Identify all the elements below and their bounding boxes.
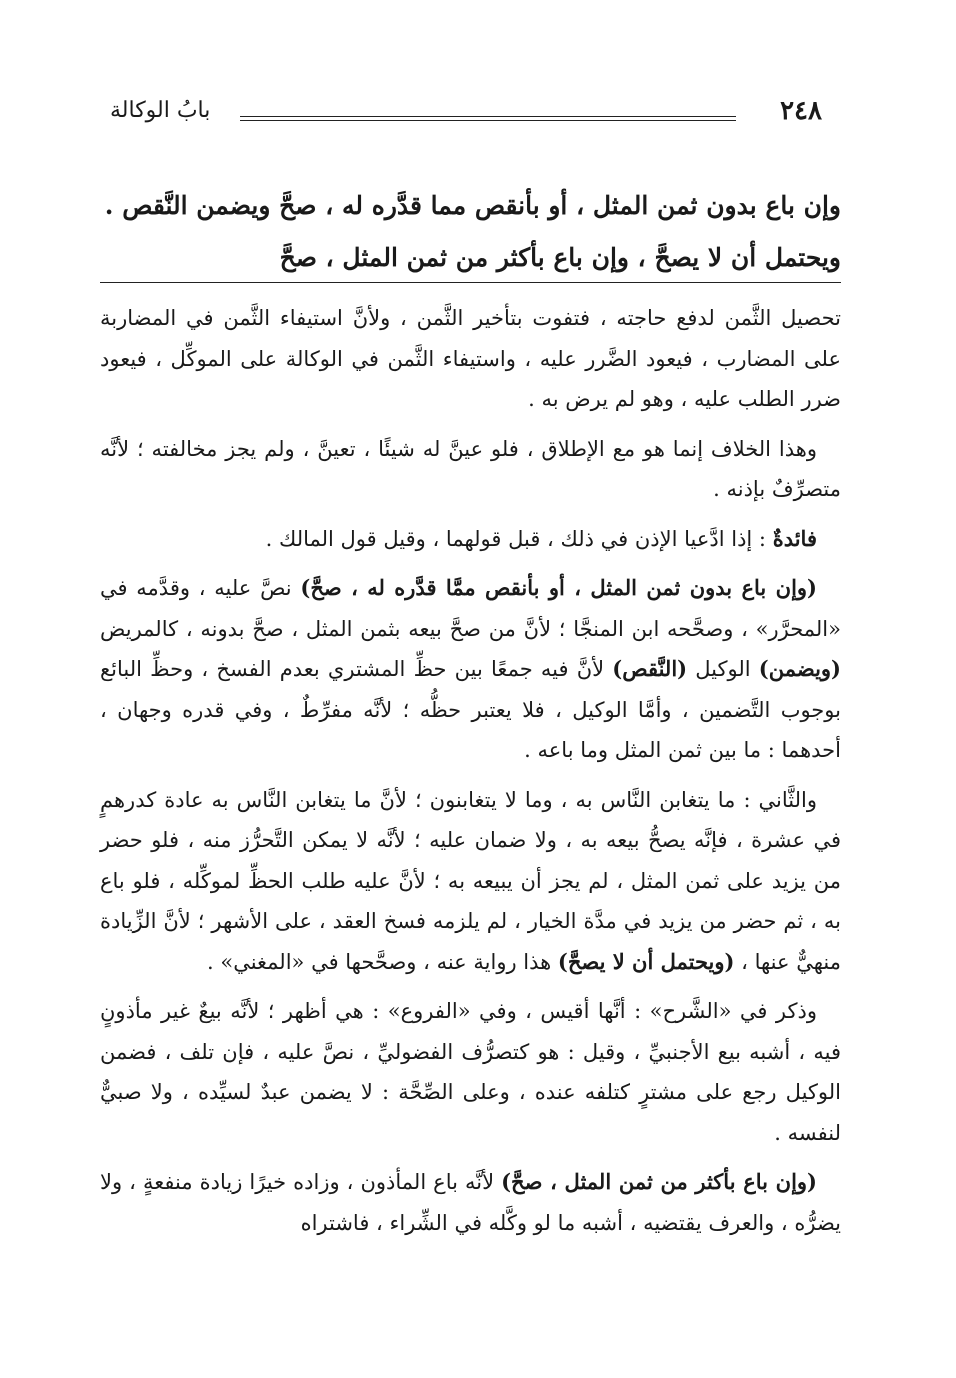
paragraph-text: الوكيل [687, 657, 759, 681]
main-text [100, 180, 841, 284]
commentary [100, 298, 841, 1252]
page-header [100, 96, 856, 136]
paragraph-2: وهذا الخلاف إنما هو مع الإطلاق ، فلو عينَّ له شيئًا ، تعينَّ ، ولم يجز مخالفته ؛ لأنَّه متصرِّفٌ بإذنه . [100, 436, 841, 501]
quoted-matn: (ويضمن) [758, 656, 841, 681]
header-rule [240, 116, 736, 121]
quoted-matn: (وإن باع بدون ثمن المثل ، أو بأنقص ممَّا قدَّره له ، صحَّ) [300, 575, 817, 600]
chapter-title: بابُ الوكالة [110, 98, 211, 123]
paragraph-3 [100, 519, 841, 560]
paragraph-7 [100, 1162, 841, 1243]
quoted-matn: (ويحتمل أن لا يصحَّ) [557, 948, 735, 974]
main-text-line-1: وإن باع بدون ثمن المثل ، أو بأنقص مما قدَّره له ، صحَّ ويضمن النَّقص . [104, 191, 841, 220]
note-text: : إذا ادَّعيا الإذن في ذلك ، قبل قولهما ، وقيل قول المالك . [265, 526, 773, 551]
paragraph-6: وذكر في «الشَّرح» : أنَّها أقيس ، وفي «الفروع» : هي أظهر ؛ لأنَّه بيعٌ غير مأذونٍ فيه ، أشبه بيع الأجنبيِّ ، وقيل : هو كتصرُّف الفضوليِّ ، نصَّ عليه ، فإن تلف ، فضمن الوكيل رجع على مشترٍ كتلفه عنده ، وعلى الصِّحَّة : لا يضمن عبدٌ لسيِّده ، ولا صبيٌّ لنفسه . [100, 999, 841, 1145]
main-text-divider [100, 282, 841, 283]
paragraph-4 [100, 568, 841, 771]
quoted-matn: (وإن باع بأكثر من ثمن المثل ، صحَّ) [501, 1169, 817, 1194]
paragraph-5 [100, 780, 841, 983]
paragraph-text: لأنَّ فيه جمعًا بين حظِّ المشتري بعدم الفسخ ، وحظِّ البائع بوجوب التَّضمين ، وأمَّا الوكيل ، فلا يعتبر حظُّه ؛ لأنَّه مفرِّطٌ ، وفي قدره وجهان ، أحدهما : ما بين ثمن المثل وما باعه . [100, 657, 841, 762]
page-number: ٢٤٨ [780, 96, 822, 126]
paragraph-text: والثَّاني : ما يتغابن النَّاس به ، وما لا يتغابنون ؛ لأنَّ ما يتغابن النَّاس به عادة كدرهمٍ في عشرة ، فإنَّه يصحُّ بيعه به ، ولا ضمان عليه ؛ لأنَّه لا يمكن التَّحرُّز منه ، فلو حضر من يزيد على ثمن المثل ، لم يجز أن يبيعه به ؛ لأنَّ عليه طلب الحظِّ لموكِّله ، فلو باع به ، ثم حضر من يزيد في مدَّة الخيار ، لم يلزمه فسخ العقد ، على الأشهر ؛ لأنَّ الزِّيادة منهيٌّ عنها ، [100, 787, 841, 974]
paragraph-text: هذا رواية عنه ، وصحَّحها في «المغني» . [207, 949, 558, 974]
paragraph-text: نصَّ عليه ، وقدَّمه في «المحرَّر» ، وصحَّحه ابن المنجَّا ؛ لأنَّ من صحَّ بيعه بثمن المثل ، صحَّ بدونه ، كالمريض [100, 576, 841, 641]
main-text-line-2: ويحتمل أن لا يصحَّ ، وإن باع بأكثر من ثمن المثل ، صحَّ [279, 243, 841, 272]
paragraph-1: تحصيل الثَّمن لدفع حاجته ، فتفوت بتأخير الثَّمن ، ولأنَّ استيفاء الثَّمن في المضاربة على المضارب ، فيعود الضَّرر عليه ، واستيفاء الثَّمن في الوكالة على الموكِّل ، فيعود ضرر الطلب عليه ، وهو لم يرض به . [100, 306, 841, 411]
note-label: فائدةٌ [772, 525, 817, 551]
quoted-matn: (النَّقص) [612, 656, 688, 681]
paragraph-text: لأنَّه باع المأذون ، وزاده خيرًا زيادة منفعةٍ ، ولا يضرُّه ، والعرف يقتضيه ، أشبه ما لو وكَّله في الشِّراء ، فاشتراه [100, 1170, 841, 1235]
